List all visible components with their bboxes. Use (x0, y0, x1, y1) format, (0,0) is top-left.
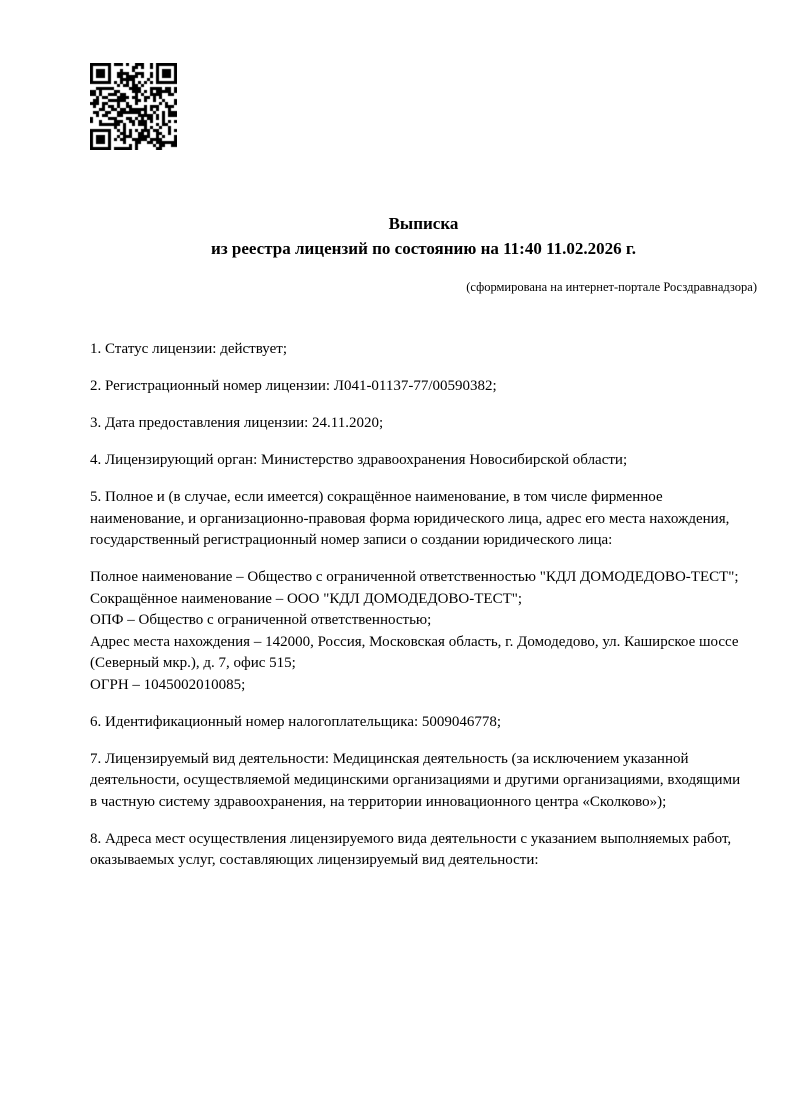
document-title-line2: из реестра лицензий по состоянию на 11:40 11.02.2026 г. (211, 239, 636, 258)
clause-1: 1. Статус лицензии: действует; (90, 341, 287, 357)
clause-8: 8. Адреса мест осуществления лицензируемого вида деятельности с указанием выполняемых работ, оказываемых услуг, составляющих лицензируемый вид деятельности: (90, 830, 732, 868)
clause-3: 3. Дата предоставления лицензии: 24.11.2020; (90, 415, 384, 431)
detail-full-name: Полное наименование – Общество с ограниченной ответственностью "КДЛ ДОМОДЕДОВО-ТЕСТ"; (90, 569, 739, 585)
document-page (0, 63, 791, 1117)
document-body (90, 339, 747, 872)
detail-opf: ОПФ – Общество с ограниченной ответственностью; (90, 612, 432, 628)
detail-address: Адрес места нахождения – 142000, Россия, Московская область, г. Домодедово, ул. Каширское шоссе (Северный мкр.), д. 7, офис 515; (90, 633, 739, 671)
clause-4: 4. Лицензирующий орган: Министерство здравоохранения Новосибирской области; (90, 452, 628, 468)
clause-6: 6. Идентификационный номер налогоплательщика: 5009046778; (90, 713, 502, 730)
document-title (90, 211, 757, 261)
clause-5-details (90, 567, 747, 696)
clause-2: 2. Регистрационный номер лицензии: Л041-01137-77/00590382; (90, 378, 497, 394)
qr-code (90, 63, 177, 150)
qr-code-container (90, 63, 177, 150)
document-title-line1: Выписка (388, 214, 459, 233)
formed-note: (сформирована на интернет-портале Росздравнадзора) (466, 280, 757, 294)
clause-5: 5. Полное и (в случае, если имеется) сокращённое наименование, в том числе фирменное наименование, и организационно-правовая форма юридического лица, адрес его места нахождения, государственный регистрационный номер записи о создании юридического лица: (90, 489, 730, 548)
clause-7: 7. Лицензируемый вид деятельности: Медицинская деятельность (за исключением указанной деятельности, осуществляемой медицинскими организациями и другими организациями, входящими в частную систему здравоохранения, на территории инновационного центра «Сколково»); (90, 750, 741, 810)
detail-short-name: Сокращённое наименование – ООО "КДЛ ДОМОДЕДОВО-ТЕСТ"; (90, 590, 523, 607)
detail-ogrn: ОГРН – 1045002010085; (90, 676, 246, 693)
